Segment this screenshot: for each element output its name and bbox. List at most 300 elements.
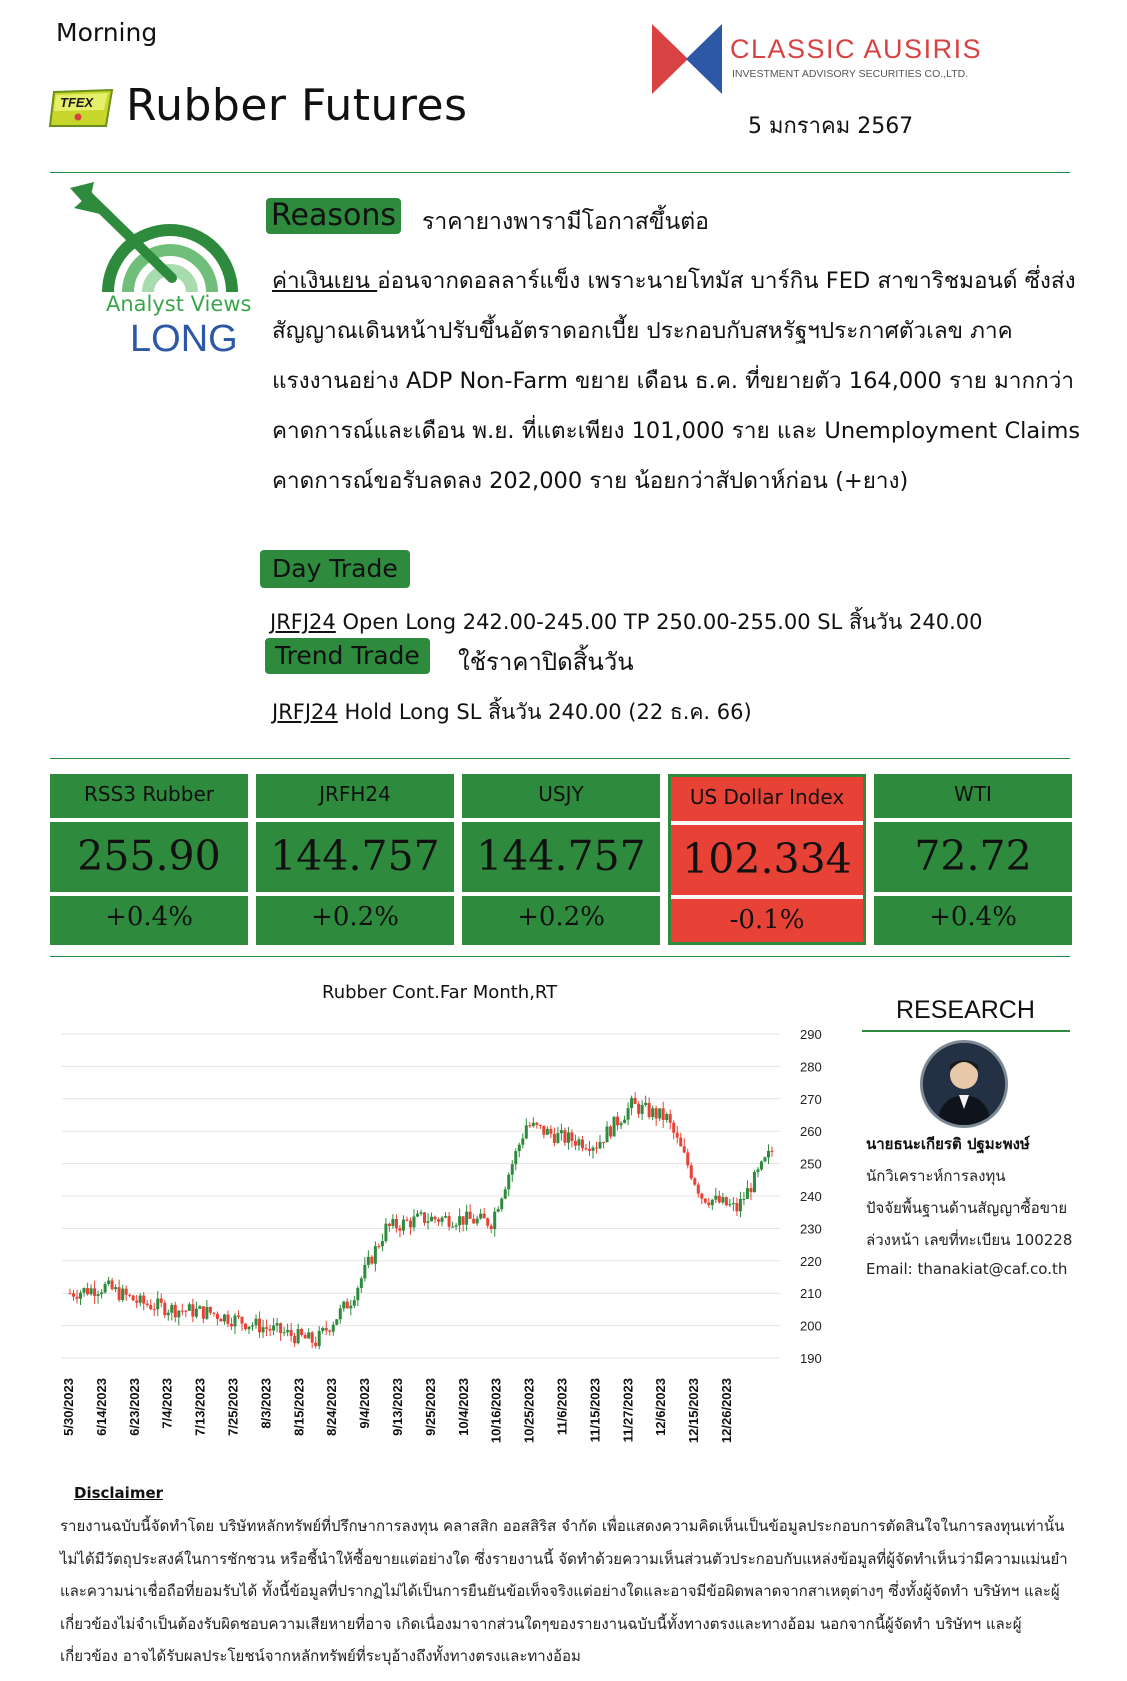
reasons-body-text: อ่อนจากดอลลาร์แข็ง เพราะนายโทมัส บาร์กิน FED สาขาริชมอนด์ ซึ่งส่งสัญญาณเดินหน้าปรับขึ้นอัตราดอกเบี้ย ประกอบกับสหรัฐฯประกาศตัวเลข ภาคแรงงานอย่าง ADP Non-Farm ขยาย เดือน ธ.ค. ที่ขยายตัว 164,000 ราย มากกว่าคาดการณ์และเดือน พ.ย. ที่แตะเพียง 101,000 ราย และ Unemployment Claims คาดการณ์ขอรับลดลง 202,000 ราย น้อยกว่าสัปดาห์ก่อน (+ยาง)	[272, 268, 1081, 494]
candle-body	[405, 1220, 408, 1221]
candle-body	[353, 1300, 356, 1306]
candle-body	[577, 1139, 580, 1145]
candle-body	[398, 1228, 401, 1230]
candle-body	[139, 1296, 142, 1303]
y-tick-label: 240	[800, 1189, 822, 1204]
research-title: RESEARCH	[896, 996, 1035, 1024]
market-divider	[874, 818, 1072, 822]
x-tick-label: 9/4/2023	[357, 1378, 373, 1429]
candle-body	[567, 1132, 570, 1142]
candle-body	[483, 1214, 486, 1219]
y-tick-label: 260	[800, 1124, 822, 1140]
market-divider	[671, 895, 863, 899]
candle-body	[205, 1307, 208, 1319]
market-name: USJY	[538, 782, 584, 806]
divider-top	[50, 172, 1070, 173]
candle-body	[532, 1123, 535, 1126]
candle-body	[637, 1104, 640, 1114]
classic-ausiris-logo-icon	[652, 24, 722, 94]
candle-body	[472, 1219, 475, 1224]
candle-body	[318, 1331, 321, 1346]
candle-body	[402, 1220, 405, 1231]
candle-body	[584, 1148, 587, 1149]
x-tick-label: 12/6/2023	[653, 1378, 669, 1436]
reasons-headline: ราคายางพารามีโอกาสขึ้นต่อ	[422, 209, 709, 235]
x-tick-label: 9/13/2023	[390, 1378, 405, 1436]
candle-body	[662, 1108, 665, 1120]
x-tick-label: 11/15/2023	[587, 1378, 603, 1443]
candle-body	[430, 1217, 433, 1221]
candle-body	[623, 1120, 626, 1123]
candle-body	[760, 1161, 763, 1169]
candle-body	[641, 1105, 644, 1114]
candle-body	[546, 1129, 549, 1135]
market-value: 102.334	[682, 835, 852, 883]
candle-body	[553, 1134, 556, 1143]
candle-body	[297, 1329, 300, 1343]
candle-body	[714, 1196, 717, 1200]
candle-body	[265, 1327, 268, 1329]
x-tick-label: 11/6/2023	[554, 1378, 570, 1436]
rubber-price-chart	[50, 1020, 850, 1460]
candle-body	[767, 1151, 770, 1158]
target-dart-icon	[70, 178, 250, 292]
candle-body	[286, 1330, 289, 1332]
market-value: 72.72	[914, 832, 1032, 880]
tfex-logo	[48, 86, 116, 130]
report-date: 5 มกราคม 2567	[748, 114, 914, 139]
tfex-logo-text: TFEX	[60, 95, 94, 110]
candle-body	[700, 1194, 703, 1199]
candle-body	[146, 1304, 149, 1305]
candle-body	[486, 1218, 489, 1225]
candle-body	[251, 1325, 254, 1326]
candle-body	[128, 1295, 131, 1296]
x-tick-label: 8/15/2023	[291, 1378, 307, 1436]
candle-body	[276, 1323, 279, 1325]
candle-body	[107, 1280, 110, 1283]
reasons-tag: Reasons	[266, 198, 401, 234]
day-trade-tag: Day Trade	[260, 550, 410, 588]
candle-body	[198, 1306, 201, 1308]
candle-body	[679, 1138, 682, 1147]
candle-body	[690, 1165, 693, 1178]
candle-body	[599, 1142, 602, 1148]
candle-body	[739, 1199, 742, 1211]
candle-body	[79, 1293, 82, 1299]
candle-body	[528, 1125, 531, 1126]
market-name: RSS3 Rubber	[84, 782, 214, 806]
candle-body	[514, 1151, 517, 1164]
candle-body	[693, 1178, 696, 1184]
candle-body	[156, 1299, 159, 1310]
candle-body	[455, 1225, 458, 1226]
candle-body	[591, 1148, 594, 1151]
x-tick-label: 5/30/2023	[61, 1378, 76, 1436]
candle-body	[377, 1246, 380, 1247]
market-divider	[462, 818, 660, 822]
candle-body	[262, 1327, 265, 1332]
analyst-license: ล่วงหน้า เลขที่ทะเบียน 100228	[866, 1231, 1073, 1249]
market-change: +0.2%	[311, 902, 399, 932]
candle-body	[248, 1327, 251, 1330]
x-tick-label: 7/4/2023	[159, 1378, 175, 1429]
x-tick-label: 12/15/2023	[686, 1378, 702, 1444]
candle-body	[216, 1314, 219, 1319]
candle-body	[771, 1151, 774, 1152]
candle-body	[595, 1148, 598, 1149]
analyst-field: ปัจจัยพื้นฐานด้านสัญญาซื้อขาย	[866, 1199, 1068, 1217]
disclaimer-body: รายงานฉบับนี้จัดทำโดย บริษัทหลักทรัพย์ที่ปรึกษาการลงทุน คลาสสิก ออสสิริส จำกัด เพื่อแสดงความคิดเห็นเป็นข้อมูลประกอบการตัดสินใจในการลงทุนเท่านั้น ไม่ได้มีวัตถุประสงค์ในการชักชวน หรือชี้นำให้ซื้อขายแต่อย่างใด ซึ่งรายงานนี้ จัดทำด้วยความเห็นส่วนตัวประกอบกับแหล่งข้อมูลที่ผู้จัดทำเห็นว่ามีความแม่นยำและความน่าเชื่อถือที่ยอมรับได้ ทั้งนี้ข้อมูลที่ปรากฏไม่ได้เป็นการยืนยันข้อเท็จจริงแต่อย่างใดและอาจมีข้อผิดพลาดจากสาเหตุต่างๆ ซึ่งทั้งผู้จัดทำ บริษัทฯ และผู้เกี่ยวข้องไม่จำเป็นต้องรับผิดชอบความเสียหายที่อาจ เกิดเนื่องมาจากส่วนใดๆของรายงานฉบับนี้ทั้งทางตรงและทางอ้อม นอกจากนี้ผู้จัดทำ บริษัทฯ และผู้เกี่ยวข้อง อาจได้รับผลประโยชน์จากหลักทรัพย์ที่ระบุอ้างถึงทั้งทางตรงและทางอ้อม	[60, 1517, 1068, 1665]
candle-body	[535, 1123, 538, 1125]
candle-body	[539, 1125, 542, 1126]
candle-body	[339, 1308, 342, 1319]
analyst-view-long: LONG	[130, 318, 238, 360]
candle-body	[381, 1241, 384, 1246]
candle-body	[370, 1257, 373, 1264]
candle-body	[676, 1133, 679, 1138]
candle-body	[328, 1331, 331, 1332]
market-divider	[671, 821, 863, 825]
candle-body	[226, 1315, 229, 1324]
candle-body	[388, 1224, 391, 1226]
candle-body	[574, 1141, 577, 1146]
candle-body	[549, 1129, 552, 1134]
market-value: 144.757	[476, 832, 646, 880]
candle-body	[669, 1114, 672, 1123]
candle-body	[409, 1221, 412, 1228]
candle-body	[304, 1335, 307, 1338]
candle-body	[219, 1319, 222, 1321]
candle-body	[620, 1123, 623, 1125]
analyst-name: นายธนะเกียรติ ปฐมะพงษ์	[866, 1135, 1030, 1153]
candle-body	[749, 1188, 752, 1192]
candle-body	[686, 1152, 689, 1165]
brand-name: CLASSIC AUSIRIS	[730, 34, 983, 64]
candle-body	[648, 1103, 651, 1117]
market-name: WTI	[954, 782, 992, 806]
analyst-role: นักวิเคราะห์การลงทุน	[866, 1167, 1006, 1185]
market-box-usjy	[462, 774, 660, 945]
candle-body	[72, 1293, 75, 1296]
x-tick-label: 9/25/2023	[422, 1378, 438, 1436]
candle-body	[272, 1325, 275, 1330]
candle-body	[563, 1130, 566, 1143]
candle-body	[581, 1139, 584, 1148]
candle-body	[153, 1309, 156, 1310]
candle-body	[346, 1302, 349, 1309]
x-tick-label: 7/13/2023	[192, 1378, 208, 1436]
candle-body	[244, 1324, 247, 1329]
x-tick-label: 10/4/2023	[455, 1378, 471, 1436]
candle-body	[479, 1214, 482, 1219]
candle-body	[420, 1212, 423, 1213]
candle-body	[69, 1293, 72, 1294]
morning-label: Morning	[56, 18, 158, 47]
trend-trade-symbol: JRFJ24	[272, 700, 338, 724]
candle-body	[97, 1294, 100, 1296]
candle-body	[606, 1127, 609, 1143]
candle-body	[588, 1149, 591, 1151]
candle-body	[704, 1199, 707, 1203]
candle-body	[240, 1317, 243, 1324]
candle-body	[76, 1297, 79, 1299]
candle-body	[763, 1157, 766, 1161]
candle-body	[476, 1219, 479, 1224]
candle-body	[212, 1313, 215, 1314]
candle-body	[283, 1332, 286, 1333]
candle-body	[160, 1299, 163, 1303]
candle-body	[742, 1199, 745, 1200]
trend-trade-text: Hold Long SL สิ้นวัน 240.00 (22 ธ.ค. 66)	[337, 700, 752, 724]
candle-body	[167, 1313, 170, 1315]
candle-body	[500, 1199, 503, 1210]
candle-body	[188, 1304, 191, 1311]
candle-body	[195, 1309, 198, 1317]
candle-body	[511, 1164, 514, 1174]
market-divider	[874, 892, 1072, 896]
candle-body	[490, 1226, 493, 1229]
analyst-views-label: Analyst Views	[106, 292, 252, 316]
candle-body	[311, 1332, 314, 1342]
candle-body	[711, 1200, 714, 1205]
market-box-wti	[874, 774, 1072, 945]
candle-body	[416, 1214, 419, 1217]
market-box-rss3	[50, 774, 248, 945]
candle-body	[507, 1175, 510, 1190]
market-change: +0.4%	[929, 902, 1017, 932]
y-tick-label: 190	[800, 1351, 822, 1366]
candle-body	[181, 1311, 184, 1312]
candle-body	[363, 1265, 366, 1279]
candle-body	[177, 1311, 180, 1318]
candle-body	[444, 1216, 447, 1217]
candle-body	[142, 1296, 145, 1304]
candle-body	[746, 1188, 749, 1199]
candle-body	[458, 1216, 461, 1225]
candle-body	[114, 1287, 117, 1289]
candle-body	[518, 1145, 521, 1151]
y-tick-label: 290	[800, 1027, 822, 1042]
candle-body	[125, 1289, 128, 1295]
x-tick-label: 6/23/2023	[126, 1378, 142, 1436]
candle-body	[202, 1306, 205, 1318]
person-icon	[923, 1043, 1005, 1125]
market-change: +0.2%	[517, 902, 605, 932]
chart-title: Rubber Cont.Far Month,RT	[322, 982, 558, 1003]
y-tick-label: 200	[800, 1318, 822, 1334]
candle-body	[655, 1108, 658, 1118]
candle-body	[314, 1343, 317, 1347]
candle-body	[451, 1227, 454, 1228]
trend-trade-line	[272, 696, 752, 729]
candle-body	[255, 1319, 258, 1326]
y-tick-label: 220	[800, 1253, 822, 1269]
candle-body	[237, 1316, 240, 1317]
market-value: 144.757	[270, 832, 440, 880]
y-tick-label: 250	[800, 1156, 822, 1172]
candle-body	[209, 1307, 212, 1313]
analyst-email[interactable]: Email: thanakiat@caf.co.th	[866, 1260, 1068, 1278]
candle-body	[111, 1280, 114, 1289]
y-tick-label: 270	[800, 1091, 822, 1107]
market-divider	[50, 892, 248, 896]
candle-body	[90, 1288, 93, 1294]
candle-body	[441, 1218, 444, 1222]
candle-body	[658, 1108, 661, 1118]
candle-body	[269, 1329, 272, 1331]
candle-body	[665, 1114, 668, 1120]
market-name: US Dollar Index	[689, 785, 845, 809]
candle-body	[448, 1216, 451, 1227]
candle-body	[191, 1304, 194, 1316]
candle-body	[223, 1315, 226, 1322]
market-box-jrfh24	[256, 774, 454, 945]
candle-body	[634, 1098, 637, 1104]
divider-mid	[50, 758, 1070, 759]
x-tick-label: 6/14/2023	[93, 1378, 109, 1436]
trend-trade-headline: ใช้ราคาปิดสิ้นวัน	[458, 648, 634, 676]
candle-body	[434, 1217, 437, 1219]
candle-body	[83, 1288, 86, 1293]
candle-body	[497, 1209, 500, 1212]
candle-body	[521, 1138, 524, 1144]
candle-body	[342, 1302, 345, 1309]
candle-body	[427, 1221, 430, 1223]
x-tick-label: 11/27/2023	[620, 1378, 636, 1443]
candle-body	[86, 1288, 89, 1294]
candle-body	[469, 1212, 472, 1219]
candle-body	[356, 1288, 359, 1300]
analyst-avatar	[920, 1040, 1008, 1128]
candle-body	[325, 1328, 328, 1330]
candle-body	[360, 1278, 363, 1288]
candle-body	[756, 1169, 759, 1172]
candle-body	[616, 1117, 619, 1126]
candle-body	[335, 1319, 338, 1325]
candle-body	[504, 1189, 507, 1198]
candle-body	[707, 1203, 710, 1206]
page-title: Rubber Futures	[126, 80, 468, 131]
x-tick-label: 12/26/2023	[719, 1378, 734, 1444]
candle-body	[384, 1224, 387, 1241]
day-trade-symbol: JRFJ24	[270, 610, 336, 634]
day-trade-text: Open Long 242.00-245.00 TP 250.00-255.00 SL สิ้นวัน 240.00	[335, 610, 983, 634]
candle-body	[613, 1117, 616, 1137]
candle-body	[307, 1332, 310, 1338]
y-tick-label: 210	[800, 1286, 822, 1302]
divider-bottom	[50, 956, 1070, 957]
candle-body	[462, 1216, 465, 1224]
candle-body	[493, 1212, 496, 1229]
candle-body	[374, 1246, 377, 1263]
candle-body	[697, 1185, 700, 1194]
x-tick-label: 8/3/2023	[258, 1378, 274, 1429]
candle-body	[132, 1296, 135, 1301]
candle-body	[174, 1305, 177, 1317]
candle-body	[279, 1323, 282, 1333]
market-change: +0.4%	[105, 902, 193, 932]
candle-body	[332, 1325, 335, 1332]
candle-body	[525, 1125, 528, 1138]
candle-body	[753, 1172, 756, 1192]
x-tick-label: 7/25/2023	[225, 1378, 241, 1436]
candle-body	[718, 1196, 721, 1203]
day-trade-line	[270, 606, 983, 639]
market-value: 255.90	[77, 832, 221, 880]
candle-body	[644, 1103, 647, 1105]
candle-body	[732, 1203, 735, 1204]
market-divider	[256, 818, 454, 822]
candle-body	[602, 1142, 605, 1143]
market-name: JRFH24	[319, 782, 391, 806]
market-divider	[462, 892, 660, 896]
brand-subtitle: INVESTMENT ADVISORY SECURITIES CO.,LTD.	[732, 68, 969, 80]
candle-body	[184, 1311, 187, 1312]
candle-body	[542, 1126, 545, 1135]
research-divider	[862, 1030, 1070, 1032]
x-tick-label: 10/25/2023	[521, 1378, 537, 1444]
market-change: -0.1%	[729, 905, 805, 935]
candle-body	[651, 1108, 654, 1117]
candle-body	[118, 1287, 121, 1300]
candle-body	[93, 1288, 96, 1296]
x-tick-label: 8/24/2023	[324, 1378, 340, 1436]
candle-body	[395, 1219, 398, 1228]
candle-body	[170, 1305, 173, 1313]
candle-body	[290, 1330, 293, 1336]
candle-body	[233, 1316, 236, 1327]
candle-body	[349, 1306, 352, 1309]
y-tick-label: 230	[800, 1221, 822, 1237]
candle-body	[300, 1329, 303, 1335]
candle-body	[570, 1132, 573, 1141]
candle-body	[609, 1127, 612, 1137]
candle-body	[627, 1108, 630, 1120]
disclaimer-title: Disclaimer	[74, 1484, 164, 1502]
candle-body	[412, 1217, 415, 1228]
candle-body	[321, 1328, 324, 1331]
candle-body	[149, 1305, 152, 1309]
candle-body	[437, 1219, 440, 1221]
candle-body	[683, 1146, 686, 1152]
trend-trade-tag: Trend Trade	[265, 638, 430, 674]
candle-body	[423, 1212, 426, 1222]
candle-body	[100, 1292, 103, 1294]
x-tick-label: 10/16/2023	[488, 1378, 504, 1444]
candle-body	[293, 1336, 296, 1343]
candle-body	[104, 1284, 107, 1292]
candle-body	[465, 1212, 468, 1225]
candle-body	[560, 1130, 563, 1133]
candle-body	[230, 1324, 233, 1327]
market-box-us-dollar-index	[668, 774, 866, 945]
candle-body	[725, 1197, 728, 1205]
candle-body	[735, 1203, 738, 1211]
candle-body	[630, 1098, 633, 1108]
candle-body	[367, 1257, 370, 1265]
candle-body	[135, 1300, 138, 1302]
candle-body	[391, 1219, 394, 1226]
reasons-body	[272, 256, 1082, 506]
candle-body	[163, 1303, 166, 1315]
candle-body	[672, 1123, 675, 1133]
candle-body	[728, 1204, 731, 1205]
reasons-lead: ค่าเงินเยน	[272, 268, 378, 294]
market-divider	[50, 818, 248, 822]
candle-body	[721, 1197, 724, 1202]
y-tick-label: 280	[800, 1059, 822, 1075]
